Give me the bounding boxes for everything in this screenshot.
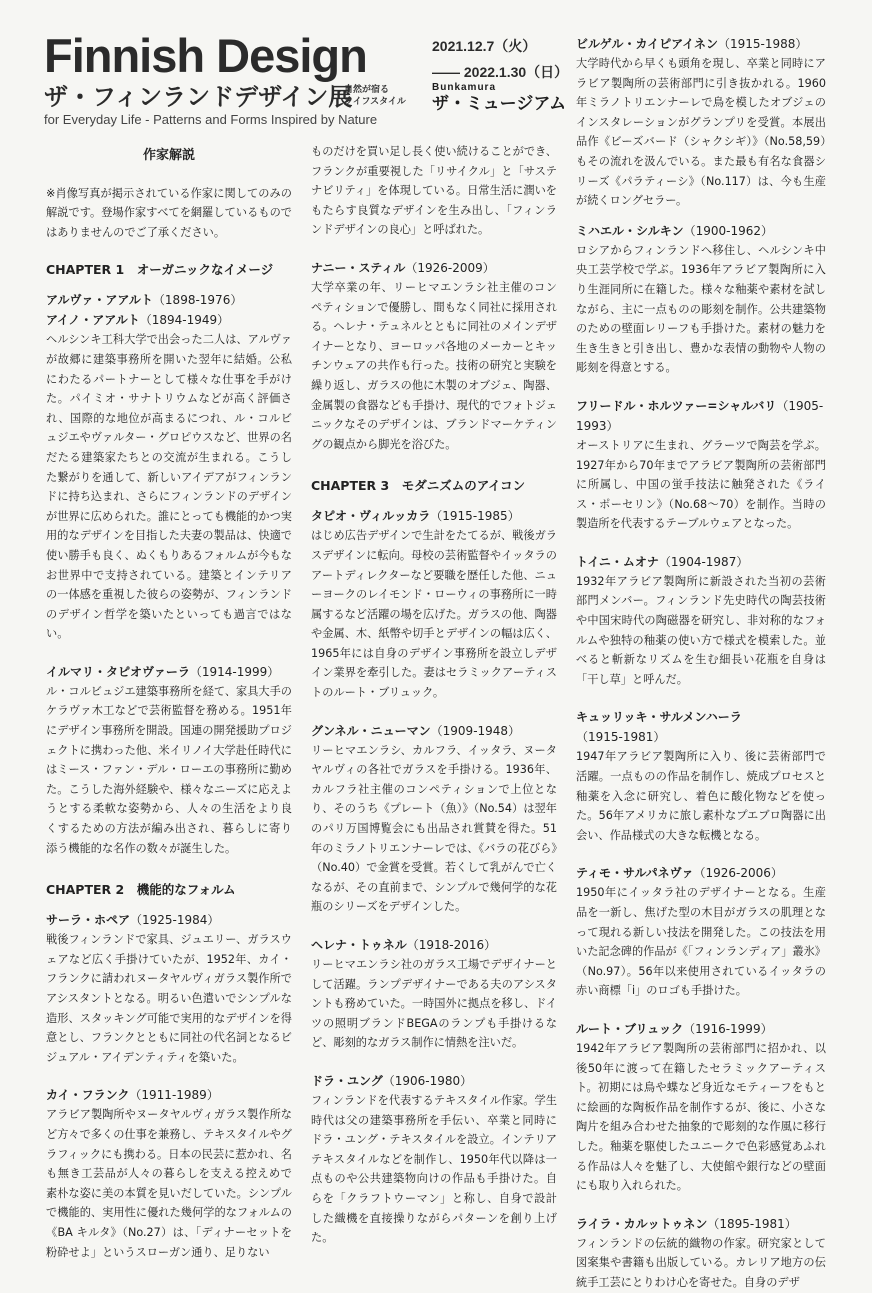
artist-bio: 1947年アラビア製陶所に入り、後に芸術部門で活躍。一点ものの作品を制作し、焼成プロセスと釉薬を入念に研究し、着色に酸化物などを使った。56年アメリカに旅し素朴なプエブロ陶器に出会い、作品様式の大きな転機となる。 xyxy=(576,750,826,842)
artist-bio: ロシアからフィンランドへ移住し、ヘルシンキ中央工芸学校で学ぶ。1936年アラビア製陶所に入り生涯同所に在籍した。様々な釉薬や素材を試しながら、主に一点ものの彫刻を制作。公共建築物のための壁面レリーフも手掛けた。素材の魅力を生き生きと引き出し、豊かな表情の動物や人物の彫刻を得意とする。 xyxy=(576,243,826,375)
venue-japanese: ザ・ミュージアム xyxy=(432,94,567,114)
artist-name: ルート・ブリュック（1916-1999） xyxy=(576,1021,773,1036)
column-3 xyxy=(576,34,826,1293)
artist-bio: ル・コルビュジエ建築事務所を経て、家具大手のケラヴァ木工などで芸術監督を務める。1951年にデザイン事務所を開設。国連の開発援助プロジェクトに携わった他、米イリノイ大学赴任時代にはミース・ファン・デル・ローエの事務所に勤めた。こうした海外経験や、様々なニーズに応えようとする柔軟な姿勢から、人々の生活をより良くするための方法が編み出され、暮らしに寄り添う機能的な名作の数々が誕生した。 xyxy=(46,684,292,855)
artist-name: ティモ・サルパネヴァ（1926-2006） xyxy=(576,866,783,881)
artist-name: フリードル・ホルツァー=シャルバリ（1905-1993） xyxy=(576,398,824,433)
catch-line-2: ライフスタイル xyxy=(344,97,406,107)
artist-name: ドラ・ユング（1906-1980） xyxy=(311,1073,473,1088)
artist-bio: オーストリアに生まれ、グラーツで陶芸を学ぶ。1927年から70年までアラビア製陶所の芸術部門に所属し、中国の蛍手技法に触発された《ライス・ポーセリン》（No.68～70）を制作。当時の製造所を代表するテーブルウェアとなった。 xyxy=(576,438,826,531)
artist-name: アイノ・アアルト（1894-1949） xyxy=(46,313,230,328)
venue xyxy=(432,82,572,115)
date-start: 2021.12.7（火） xyxy=(432,38,537,54)
artist-name: アルヴァ・アアルト（1898-1976） xyxy=(46,293,243,308)
subtitle-english: for Everyday Life - Patterns and Forms Inspired by Nature xyxy=(44,112,378,127)
chapter-2-heading: CHAPTER 2 機能的なフォルム xyxy=(46,882,236,898)
exhibition-dates xyxy=(432,36,572,82)
artist-name: キュッリッキ・サルメンハーラ（1915-1981） xyxy=(576,710,742,745)
title-english: Finnish Design xyxy=(44,29,367,82)
artist-name: サーラ・ホペア（1925-1984） xyxy=(46,913,220,928)
artist-bio-continued: ものだけを買い足し長く使い続けることができ、フランクが重要視した「リサイクル」と「サステナビリティ」を体現している。日常生活に潤いをもたらす良質なデザインを生み出し、「フィンランドデザインの良心」と呼ばれた。 xyxy=(311,145,557,237)
artist-name: ヘレナ・トゥネル（1918-2016） xyxy=(311,938,497,952)
artist-bio: フィンランドを代表するテキスタイル作家。学生時代は父の建築事務所を手伝い、卒業と同時にドラ・ユング・テキスタイルを設立。インテリアテキスタイルなどを制作し、1950年代以降は一点ものや公共建築物向けの作品も手掛けた。自らを「クラフトウーマン」と称し、自身で設計した織機を直接操りながらパターンを創り上げた。 xyxy=(311,1093,557,1245)
artist-bio: 大学時代から早くも頭角を現し、卒業と同時にアラビア製陶所の芸術部門に引き抜かれる。1960年ミラノトリエンナーレで鳥を模したオブジェのインスタレーションがグランプリを受賞。本展出品作《ビーズバード（シャクシギ）》（No.58,59）もその流れを汲んでいる。また最も有名な食器シリーズ《パラティーシ》（No.117）は、今も生産が続くロングセラー。 xyxy=(576,57,826,208)
column-1 xyxy=(46,146,292,1262)
artist-bio: アラビア製陶所やヌータヤルヴィガラス製作所など方々で多くの仕事を兼務し、テキスタイルやグラフィックにも携わる。日本の民芸に惹かれ、名も無き工芸品が人々の暮らしを支える控えめで素朴な姿に美の本質を見いだしていた。シンプルで機能的、実用性に優れた幾何学的なフォルムの《BA キルタ》（No.27）は、「ディナーセットを粉砕せよ」というスローガン通り、足りない xyxy=(46,1108,292,1259)
artist-bio: 大学卒業の年、リーヒマエンラシ社主催のコンペティションで優勝し、間もなく同社に採用される。ヘレナ・テュネルとともに同社のメインデザイナーとなり、ヨーロッパ各地のメーカーとキッチンウェアの共作も行った。技術の研究と実験を繰り返し、ガラスの他に木製のオブジェ、陶器、金属製の食器なども手掛け、現代的でフォトジェニックなそのデザインは、ブランドマーケティングの観点から脚光を浴びた。 xyxy=(311,280,557,451)
artist-bio: 1942年アラビア製陶所の芸術部門に招かれ、以後50年に渡って在籍したセラミックアーティスト。初期には鳥や蝶など身近なモティーフをもとに絵画的な陶板作品を制作するが、後に、小さな陶片を組み合わせた抽象的で彫刻的な作風に移行した。釉薬を駆使したユニークで色彩感覚あふれる作品は人々を魅了し、大使館や銀行などの壁面にも取り入れられた。 xyxy=(576,1041,826,1193)
column-2 xyxy=(311,142,557,1248)
section-title: 作家解説 xyxy=(142,148,195,163)
artist-name: ビルゲル・カイピアイネン（1915-1988） xyxy=(576,37,808,51)
catchphrase xyxy=(344,84,424,108)
catch-line-1: 自然が宿る xyxy=(344,85,390,95)
artist-bio: 1950年にイッタラ社のデザイナーとなる。生産品を一新し、焦げた型の木目がガラスの肌理となって現れる新しい技法を開発した。この技法を用いた記念碑的作品が《「フィンランディア」叢氷》（No.97）。56年以来使用されているイッタラの赤い商標「i」のロゴも手掛けた。 xyxy=(576,886,826,998)
artist-name: イルマリ・タピオヴァーラ（1914-1999） xyxy=(46,664,280,679)
venue-english: Bunkamura xyxy=(432,82,497,93)
artist-bio: フィンランドの伝統的織物の作家。研究家として図案集や書籍も出版している。カレリア地方の伝統手工芸にとりわけ心を寄せた。自身のデザ xyxy=(576,1236,826,1289)
artist-name: ミハエル・シルキン（1900-1962） xyxy=(576,223,774,238)
artist-bio: リーヒマエンラシ、カルフラ、イッタラ、ヌータヤルヴィの各社でガラスを手掛ける。1936年、カルフラ社主催のコンペティションで上位となり、そのうち《プレート（魚）》（No.54）は翌年のパリ万国博覧会にも出品され賞賛を得た。51年のミラノトリエンナーレでは、《バラの花びら》（No.40）で金賞を受賞。若くして乳がんで亡くなるが、その直前まで、シンプルで幾何学的な花瓶のシリーズをデザインした。 xyxy=(311,743,557,914)
date-end: —— 2022.1.30（日） xyxy=(432,64,569,80)
chapter-1-heading: CHAPTER 1 オーガニックなイメージ xyxy=(46,262,274,278)
note-text: ※肖像写真が掲示されている作家に関してのみの解説です。登場作家すべてを網羅しているものではありませんのでご了承ください。 xyxy=(46,186,292,239)
artist-name: グンネル・ニューマン（1909-1948） xyxy=(311,723,521,738)
artist-name: ナニー・スティル（1926-2009） xyxy=(311,260,495,275)
chapter-3-heading: CHAPTER 3 モダニズムのアイコン xyxy=(311,478,526,494)
artist-name: ライラ・カルットゥネン（1895-1981） xyxy=(576,1216,797,1231)
artist-name: タピオ・ヴィルッカラ（1915-1985） xyxy=(311,509,520,524)
artist-bio: はじめ広告デザインで生計をたてるが、戦後ガラスデザインに転向。母校の芸術監督やイッタラのアートディレクターなど要職を歴任した他、ニューヨークのレイモンド・ローウィの事務所に一時属するなど活躍の場を広げた。ガラスの他、陶器や金属、木、紙幣や切手とデザインの幅は広く、1965年には自身のデザイン事務所を設立しデザイン業界を牽引した。妻はセラミックアーティストのルート・ブリュック。 xyxy=(311,529,557,700)
artist-bio: 戦後フィンランドで家具、ジュエリー、ガラスウェアなど広く手掛けていたが、1952年、カイ・フランクに請われヌータヤルヴィガラス製作所でアシスタントとなる。明るい色遣いでシンプルな造形、スタッキング可能で実用的なデザインを得意とし、フランクとともに同社の代名詞となるビジュアル・アイデンティティを築いた。 xyxy=(46,933,292,1064)
artist-name: カイ・フランク（1911-1989） xyxy=(46,1088,219,1103)
artist-name: トイニ・ムオナ（1904-1987） xyxy=(576,554,749,569)
artist-bio: ヘルシンキ工科大学で出会った二人は、アルヴァが故郷に建築事務所を開いた翌年に結婚。公私にわたるパートナーとして様々な仕事を手がけた。パイミオ・サナトリウムなどが高く評価され、国際的な地位が高まるにつれ、ル・コルビュジエやヴァルター・グロピウスなど、世界の名だたる建築家たちとの交流が生まれる。こうした繋がりを通して、新しいアイデアがフィンランドに持ち込まれ、さらにフィンランドのデザインが世界に広められた。誰にとっても機能的かつ実用的なデザインを目指した夫妻の製品は、快適で使い勝手も良く、ぬくもりあるフォルムが今もなお世界中で支持されている。建築とインテリアの一体感を重視した彼らの姿勢が、フィンランドのデザイン哲学を築いたといっても過言ではない。 xyxy=(46,333,292,641)
artist-bio: 1932年アラビア製陶所に新設された当初の芸術部門メンバー。フィンランド先史時代の陶芸技術や中国宋時代の陶磁器を研究し、非対称的なフォルムや独特の釉薬の使い方で様式を模索した。並べると斬新なリズムを生む細長い花瓶を自身は「干し草」と呼んだ。 xyxy=(576,574,826,686)
artist-bio: リーヒマエンラシ社のガラス工場でデザイナーとして活躍。ランプデザイナーである夫のアシスタントも務めていた。一時国外に拠点を移し、ドイツの照明ブランドBEGAのランプも手掛けるなど、彫刻的なガラス制作に情熱を注いだ。 xyxy=(311,958,557,1050)
title-japanese: ザ・フィンランドデザイン展 xyxy=(44,83,353,111)
